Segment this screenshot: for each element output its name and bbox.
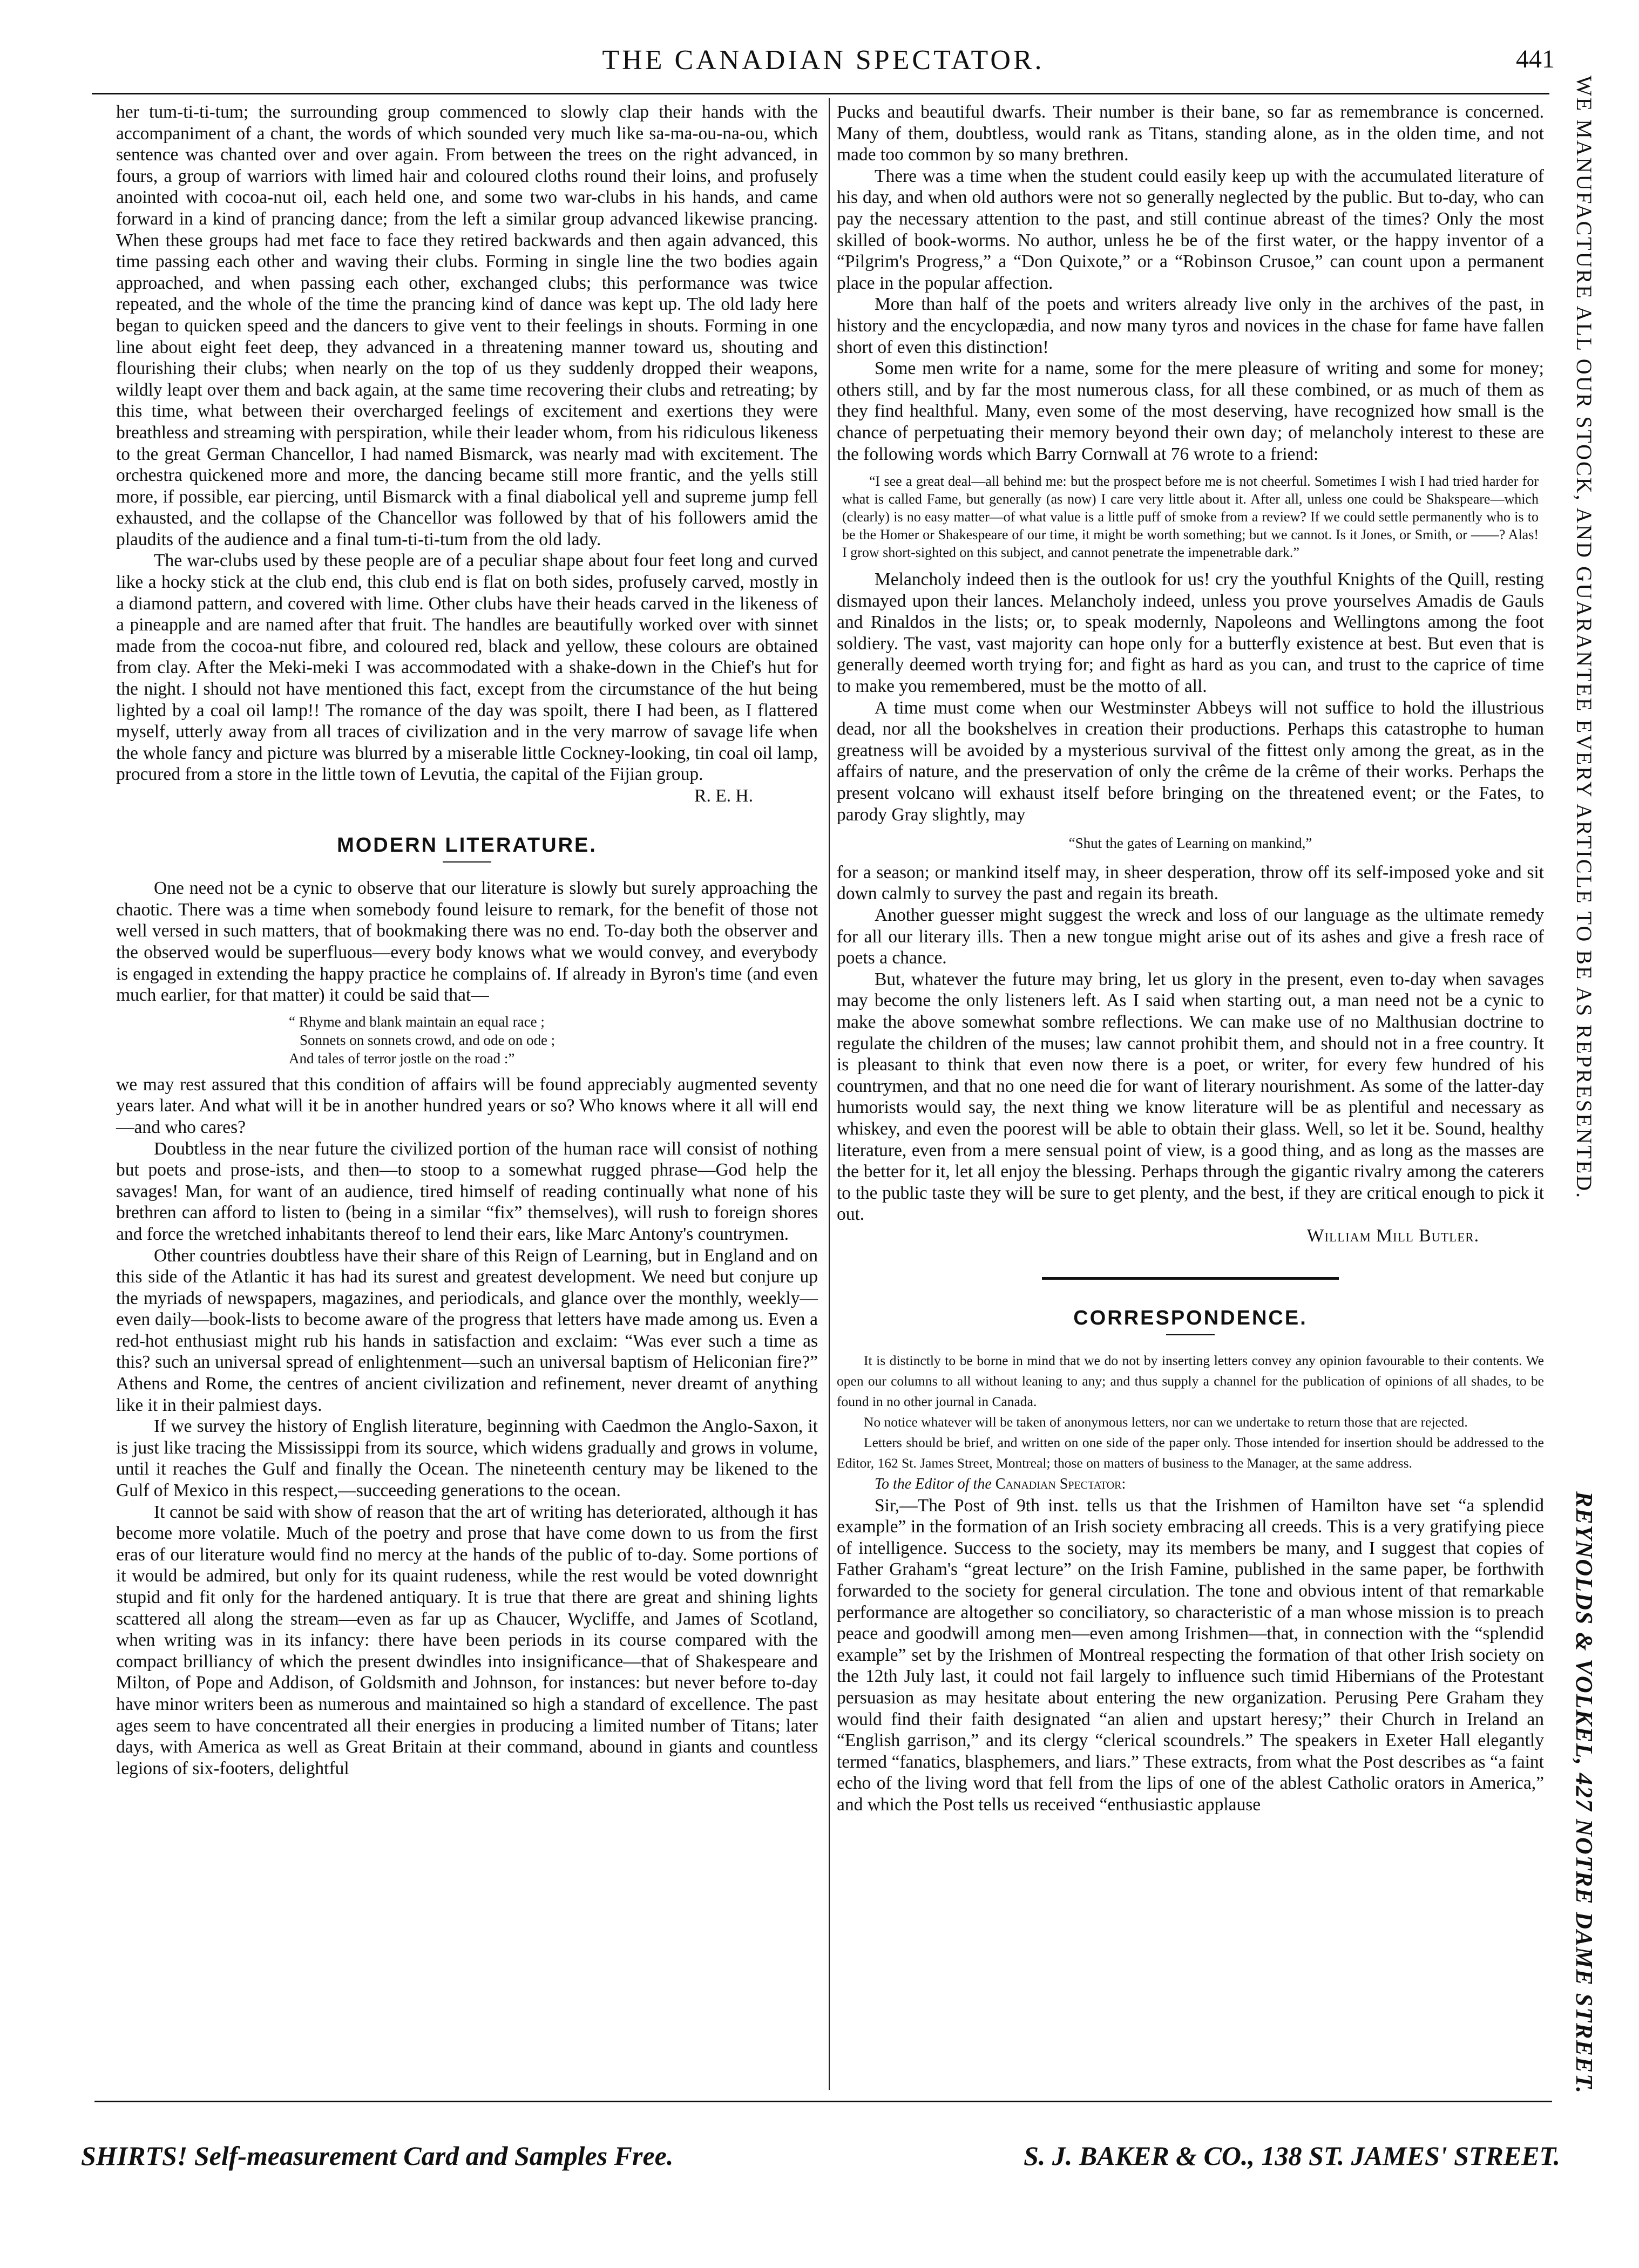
article-signature: R. E. H. [694, 786, 753, 806]
article-paragraph: If we survey the history of English literature, beginning with Caedmon the Anglo-Saxon, it is just like tracing the Mississippi from its source, which widens gradually and grows in volume, until it reaches the Gulf and finally the Ocean. The nineteenth century may be likened to the Gulf of Mexico in this respect,—succeeding generations to the ocean. [116, 1416, 818, 1501]
article-paragraph: More than half of the poets and writers already live only in the archives of the past, in history and the encyclopædia, and now many tyros and novices in the chase for fame have fallen short of even this distinction! [837, 294, 1544, 357]
page-number: 441 [1516, 45, 1555, 73]
section-heading-correspondence: CORRESPONDENCE. [1073, 1306, 1308, 1329]
verse-line: And tales of terror jostle on the road :” [289, 1050, 515, 1067]
article-paragraph: Melancholy indeed then is the outlook for us! cry the youthful Knights of the Quill, resting dismayed upon their lances. Melancholy indeed, unless you prove yourselves Amadis de Gauls and Rinaldos in the lists; or, to speak modernly, Napoleons and Wellingtons among the foot soldiery. The vast, vast majority can hope only for a butterfly existence at best. But even that is generally deemed worth trying for; and fight as hard as you can, and trust to the caprice of time to make you remembered, must be the motto of all. [837, 569, 1544, 697]
quotation-text: “I see a great deal—all behind me: but the prospect before me is not cheerful. Sometimes I wish I had tried harder for what is called Fame, but generally (as now) I care very little about it. After all, unless one could be Shakspeare—which (clearly) is no easy matter—of what value is a little puff of smoke from a review? If we could settle permanently who is to be the Homer or Shakespeare of our time, it might be worth something; but we cannot. Is it Jones, or Smith, or ——? Alas! I grow short-sighted on this subject, and cannot penetrate the impenetrable dark.” [842, 473, 1539, 561]
masthead [92, 44, 1555, 87]
notice-paragraph: No notice whatever will be taken of anonymous letters, nor can we undertake to return those that are rejected. [864, 1414, 1468, 1430]
verse-line: Sonnets on sonnets crowd, and ode on ode ; [300, 1031, 556, 1048]
article-paragraph: Pucks and beautiful dwarfs. Their number is their bane, so far as remembrance is concerned. Many of them, doubtless, would rank as Titans, standing alone, as in the olden time, and not made too common by so many brethren. [837, 102, 1544, 165]
footer-ad-left: SHIRTS! Self-measurement Card and Samples Free. [81, 2141, 674, 2171]
column-divider [829, 98, 830, 2090]
article-paragraph: But, whatever the future may bring, let us glory in the present, even to-day when savages may become the only listeners left. As I said when starting out, a man need not be a cynic to make the above somewhat sombre reflections. We can make use of no Malthusian doctrine to regulate the children of the muses; law cannot prohibit them, and should not in a free country. It is pleasant to think that even now there is a poet, or writer, for every few hundred of his countrymen, and that no one need die for want of literary nourishment. As some of the latter-day humorists would say, the next thing we know literature will be as plentiful and necessary as whiskey, and even the poorest will be able to obtain their glass. Well, so let it be. Sound, healthy literature, even from a mere sensual point of view, is a good thing, and as long as the masses are the better for it, let all enjoy the blessing. Perhaps through the gigantic rivalry among the caterers to the public taste they will be sure to get plenty, and the best, if they are critical enough to pick it out. [837, 969, 1544, 1225]
right-column [837, 101, 1544, 1816]
section-heading-modern-literature: MODERN LITERATURE. [337, 833, 597, 857]
article-paragraph: Another guesser might suggest the wreck and loss of our language as the ultimate remedy for all our literary ills. Then a new tongue might arise out of its ashes and give a fresh race of poets a chance. [837, 905, 1544, 968]
verse-quotation [289, 1013, 818, 1068]
article-paragraph: Some men write for a name, some for the mere pleasure of writing and some for money; others still, and by far the most numerous class, for all these combined, or as much of them as they find healthful. Many, even some of the most deserving, have recognized how small is the chance of perpetuating their memory beyond their own day; of melancholy interest to these are the following words which Barry Cornwall at 76 wrote to a friend: [837, 358, 1544, 464]
article-paragraph: we may rest assured that this condition of affairs will be found appreciably augmented seventy years later. And what will it be in another hundred years or so? Who knows where it all will end—and who cares? [116, 1074, 818, 1137]
notice-paragraph: It is distinctly to be borne in mind that we do not by inserting letters convey any opinion favourable to their contents. We open our columns to all without leaning to any; and thus supply a channel for the publication of opinions of all shades, to be found in no other journal in Canada. [837, 1353, 1544, 1410]
article-paragraph: It cannot be said with show of reason that the art of writing has deteriorated, although it has become more volatile. Much of the poetry and prose that have come down to us from the first eras of our literature would find no mercy at the hands of the public of to-day. Some portions of it would be admired, but only for its quaint rudeness, while the rest would be voted downright stupid and fit only for the hardened antiquary. It is true that there are great and shining lights scattered all along the stream—even as far up as Chaucer, Wycliffe, and James of Scotland, when writing was in its infancy: there have been periods in its course compared with the compact brilliancy of which the present dwindles into insignificance—that of Shakespeare and Milton, of Pope and Addison, of Goldsmith and Johnson, for instances: but never before to-day have minor writers been as numerous and maintained so high a standard of excellence. The past ages seem to have concentrated all their energies in producing a limited number of Titans; later days, with America as well as Great Britain at their command, abound in giants and countless legions of six-footers, delightful [116, 1502, 818, 1778]
footer-rule [94, 2101, 1552, 2102]
letter-paragraph: Sir,—The Post of 9th inst. tells us that the Irishmen of Hamilton have set “a splendid example” in the formation of an Irish society embracing all creeds. This is a very gratifying piece of intelligence. Success to the society, may its members be many, and I suggest that copies of Father Graham's “great lecture” on the Irish Famine, published in the same paper, be forthwith forwarded to the society for general circulation. The tone and obvious intent of that remarkable performance are altogether so conciliatory, so characteristic of a man whose mission is to preach peace and goodwill among men—even among Irishmen—that, in connection with the “splendid example” set by the Irishmen of Montreal respecting the formation of that other Irish society on the 12th July last, it could not fail largely to influence such timid Hibernians of the Protestant persuasion as may hesitate about entering the new organization. Perusing Pere Graham they would find their faith designated “an alien and upstart heresy;” their Church in Ireland an “English garrison,” and its clergy “clerical scoundrels.” The speakers in Exeter Hall elegantly termed “fanatics, blasphemers, and liars.” These extracts, from what the Post describes as “a faint echo of the living word that fell from the lips of one of the ablest Catholic orators in America,” and which the Post tells us received “enthusiastic applause [837, 1495, 1544, 1815]
heading-rule [1166, 1334, 1215, 1335]
article-paragraph: A time must come when our Westminster Abbeys will not suffice to hold the illustrious dead, nor all the bookshelves in creation their productions. Perhaps this catastrophe to human greatness will be avoided by a mysterious survival of the fittest only among the great, as in the affairs of nature, and the preservation of only the crême de la crême of their works. Perhaps the present volcano will exhaust itself before bringing on the threatened event; or the Fates, to parody Gray slightly, may [837, 697, 1544, 825]
side-advertisement-company: REYNOLDS & VOLKEL, 427 NOTRE DAME STREET. [1571, 1491, 1598, 2094]
article-paragraph: Doubtless in the near future the civilized portion of the human race will consist of nothing but poets and prose-ists, and then—to stoop to a somewhat rugged phrase—God help the savages! Man, for want of an audience, tired himself of reading continually what none of his brethren can afford to listen to (being in a similar “fix” themselves), will rush to foreign shores and force the wretched inhabitants thereof to lend their ears, like Marc Antony's countrymen. [116, 1138, 818, 1244]
article-author: William Mill Butler. [1306, 1225, 1479, 1246]
footer-advertisement [81, 2140, 1560, 2178]
left-column [116, 101, 818, 1779]
editor-line-prefix: To the Editor of the [875, 1476, 992, 1493]
editor-line-publication: Canadian Spectator: [995, 1476, 1126, 1493]
publication-title: THE CANADIAN SPECTATOR. [602, 45, 1045, 76]
side-advertisement-slogan: WE MANUFACTURE ALL OUR STOCK, AND GUARANTEE EVERY ARTICLE TO BE AS REPRESENTED. [1572, 76, 1597, 1200]
verse-line: “ Rhyme and blank maintain an equal race ; [289, 1013, 545, 1030]
article-paragraph: Other countries doubtless have their share of this Reign of Learning, but in England and on this side of the Atlantic it has had its surest and greatest development. We need but conjure up the myriads of newspapers, magazines, and periodicals, and glance over the monthly, weekly—even daily—book-lists to become aware of the progress that letters have made among us. Even a red-hot enthusiast might rub his hands in satisfaction and exclaim: “Was ever such a time as this? such an universal spread of enlightenment—such an universal baptism of Heliconian fire?” Athens and Rome, the centres of ancient civilization and refinement, never dreamt of anything like it in their palmiest days. [116, 1245, 818, 1415]
notice-paragraph: Letters should be brief, and written on one side of the paper only. Those intended for insertion should be addressed to the Editor, 162 St. James Street, Montreal; those on matters of business to the Manager, at the same address. [837, 1435, 1544, 1471]
side-advertisement-text [1555, 76, 1614, 2094]
footer-ad-right: S. J. BAKER & CO., 138 ST. JAMES' STREET. [1024, 2141, 1560, 2171]
article-paragraph: One need not be a cynic to observe that our literature is slowly but surely approaching the chaotic. There was a time when somebody found leisure to remark, for the benefit of those not well versed in such matters, that of bookmaking there was no end. To-day both the observer and the observed would be superfluous—every body knows what we would convey, and everybody is engaged in extending the happy practice he complains of. If already in Byron's time (and even much earlier, for that matter) it could be said that— [116, 878, 818, 1006]
inline-quotation: “Shut the gates of Learning on mankind,” [1068, 835, 1312, 852]
heading-rule [443, 861, 491, 863]
block-quotation [842, 472, 1539, 561]
letter-salutation-line [837, 1473, 1544, 1495]
article-paragraph: for a season; or mankind itself may, in sheer desperation, throw off its self-imposed yoke and sit down calmly to survey the past and regain its breath. [837, 862, 1544, 904]
article-paragraph: There was a time when the student could easily keep up with the accumulated literature of his day, and when old authors were not so generally neglected by the public. But to-day, who can pay the necessary attention to the past, and still continue abreast of the times? Only the most skilled of book-worms. No author, unless he be of the first water, or the happy inventor of a “Pilgrim's Progress,” a “Don Quixote,” or a “Robinson Crusoe,” can count upon a permanent place in the popular affection. [837, 166, 1544, 293]
article-paragraph: The war-clubs used by these people are of a peculiar shape about four feet long and curved like a hocky stick at the club end, this club end is flat on both sides, profusely carved, mostly in a diamond pattern, and covered with lime. Other clubs have their heads carved in the likeness of a pineapple and are named after that fruit. The handles are beautifully worked over with sinnet made from the cocoa-nut fibre, and coloured red, black and yellow, these colours are obtained from clay. After the Meki-meki I was accommodated with a shake-down in the Chief's hut for the night. I should not have mentioned this fact, except from the circumstance of the hut being lighted by a coal oil lamp!! The romance of the day was spoilt, there I had been, as I flattered myself, utterly away from all traces of civilization and in the very marrow of savage life when the whole fancy and picture was blurred by a miserable little Cockney-looking, tin coal oil lamp, procured from a store in the little town of Levutia, the capital of the Fijian group. [116, 551, 818, 785]
correspondence-notice [837, 1350, 1544, 1473]
side-advertisement [1555, 76, 1614, 2094]
header-rule [92, 93, 1549, 94]
article-paragraph: her tum-ti-ti-tum; the surrounding group commenced to slowly clap their hands with the accompaniment of a chant, the words of which sounded very much like sa-ma-ou-na-ou, which sentence was chanted over and over again. From between the trees on the right advanced, in fours, a group of warriors with limed hair and coloured cloths round their loins, and profusely anointed with cocoa-nut oil, each held one, and some two war-clubs in his hands, and came forward in a kind of prancing dance; from the left a similar group advanced likewise prancing. When these groups had met face to face they retired backwards and then again advanced, this time passing each other and waving their clubs. Forming in single line the two bodies again approached, and when passing each other, exchanged clubs; this performance was twice repeated, and the whole of the time the prancing kind of dance was kept up. The old lady here began to quicken speed and the dancers to give vent to their feelings in shouts. Forming in one line about eight feet deep, they advanced in a threatening manner toward us, shouting and flourishing their clubs; when nearly on the top of us they suddenly dropped their weapons, wildly leapt over them and back again, at the same time recovering their clubs and retreating; by this time, what between their overcharged feelings of excitement and exertions they were breathless and streaming with perspiration, while their leader whom, from his ridiculous likeness to the great German Chancellor, I had named Bismarck, was nearly mad with excitement. The orchestra quickened more and more, the dancing became still more frantic, and the yells still more, if possible, ear piercing, until Bismarck with a final diabolical yell and supreme jump fell exhausted, and the collapse of the Chancellor was followed by that of his followers amid the plaudits of the audience and a final tum-ti-ti-tum from the old lady. [116, 102, 818, 549]
section-rule [1042, 1277, 1339, 1280]
